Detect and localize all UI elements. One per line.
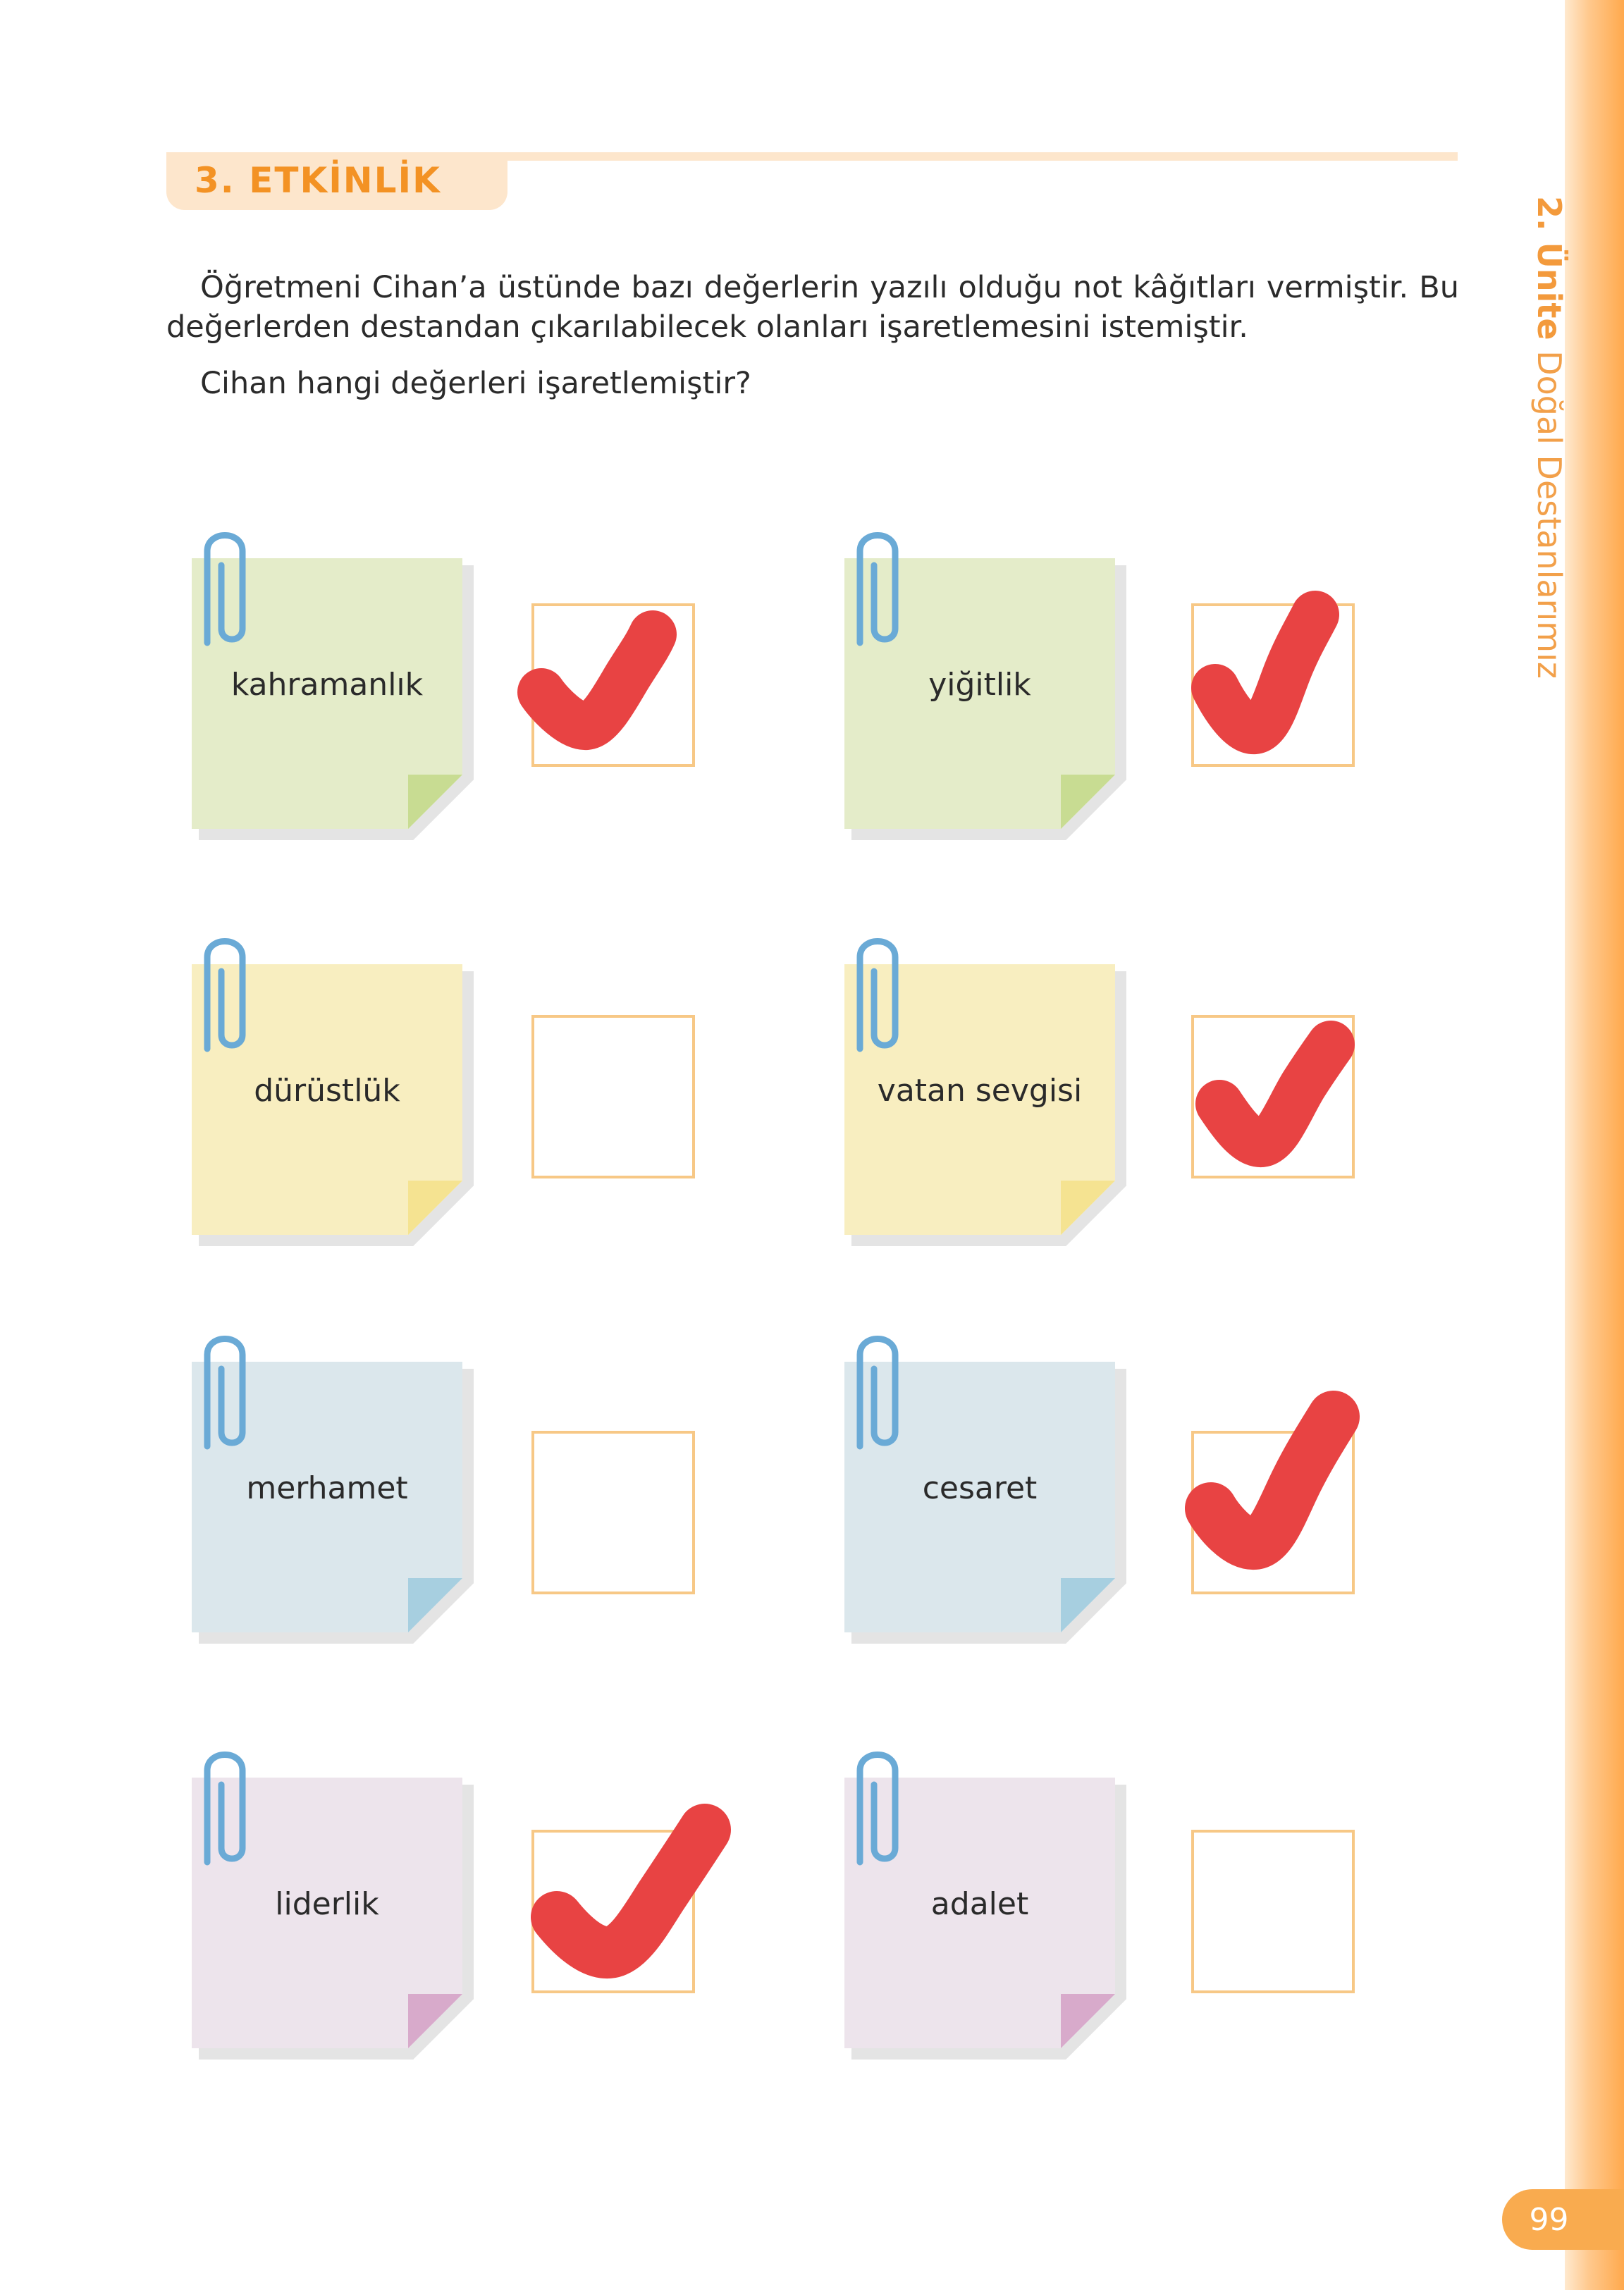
note-label: merhamet — [246, 1470, 408, 1506]
note-label: cesaret — [922, 1470, 1038, 1506]
paper-clip-icon — [202, 929, 248, 1054]
page-number: 99 — [1502, 2189, 1624, 2250]
checkbox[interactable] — [531, 1431, 695, 1594]
check-mark-icon — [1184, 585, 1353, 754]
note-card — [844, 964, 1126, 1246]
note-label: dürüstlük — [254, 1073, 400, 1109]
note-fold — [1061, 1994, 1115, 2048]
unit-number: 2. Ünite — [1530, 196, 1568, 340]
question-text: Cihan hangi değerleri işaretlemiştir? — [200, 366, 751, 401]
note-label: liderlik — [275, 1886, 379, 1922]
note-label: vatan sevgisi — [877, 1073, 1083, 1109]
note-card — [844, 558, 1126, 840]
checkbox[interactable] — [1191, 1830, 1355, 1993]
paper-clip-icon — [854, 1326, 901, 1452]
instruction-paragraph: Öğretmeni Cihan’a üstünde bazı değerlerin yazılı olduğu not kâğıtları vermiştir. Bu değerlerden destandan çıkarılabilecek olanları işaretlemesini istemiştir. — [166, 270, 1459, 345]
check-mark-icon — [522, 1790, 733, 1981]
side-band — [1565, 0, 1624, 2290]
paper-clip-icon — [202, 523, 248, 648]
check-mark-icon — [1184, 1381, 1367, 1572]
paper-clip-icon — [202, 1326, 248, 1452]
unit-title — [1528, 196, 1570, 679]
note-card — [192, 1778, 474, 2060]
note-card — [844, 1778, 1126, 2060]
activity-label: 3. ETKİNLİK — [195, 160, 441, 201]
note-card — [192, 558, 474, 840]
paper-clip-icon — [854, 929, 901, 1054]
note-card — [844, 1362, 1126, 1644]
paper-clip-icon — [202, 1742, 248, 1868]
note-fold — [1061, 1578, 1115, 1632]
check-mark-icon — [1191, 1001, 1360, 1170]
checkbox[interactable] — [531, 1015, 695, 1178]
note-card — [192, 964, 474, 1246]
note-label: kahramanlık — [230, 667, 424, 703]
unit-name: Doğal Destanlarımız — [1530, 350, 1568, 679]
note-fold — [1061, 1181, 1115, 1235]
paper-clip-icon — [854, 523, 901, 648]
note-label: adalet — [930, 1886, 1029, 1922]
note-label: yiğitlik — [928, 667, 1031, 703]
paper-clip-icon — [854, 1742, 901, 1868]
check-mark-icon — [522, 599, 691, 747]
note-fold — [1061, 775, 1115, 829]
note-card — [192, 1362, 474, 1644]
